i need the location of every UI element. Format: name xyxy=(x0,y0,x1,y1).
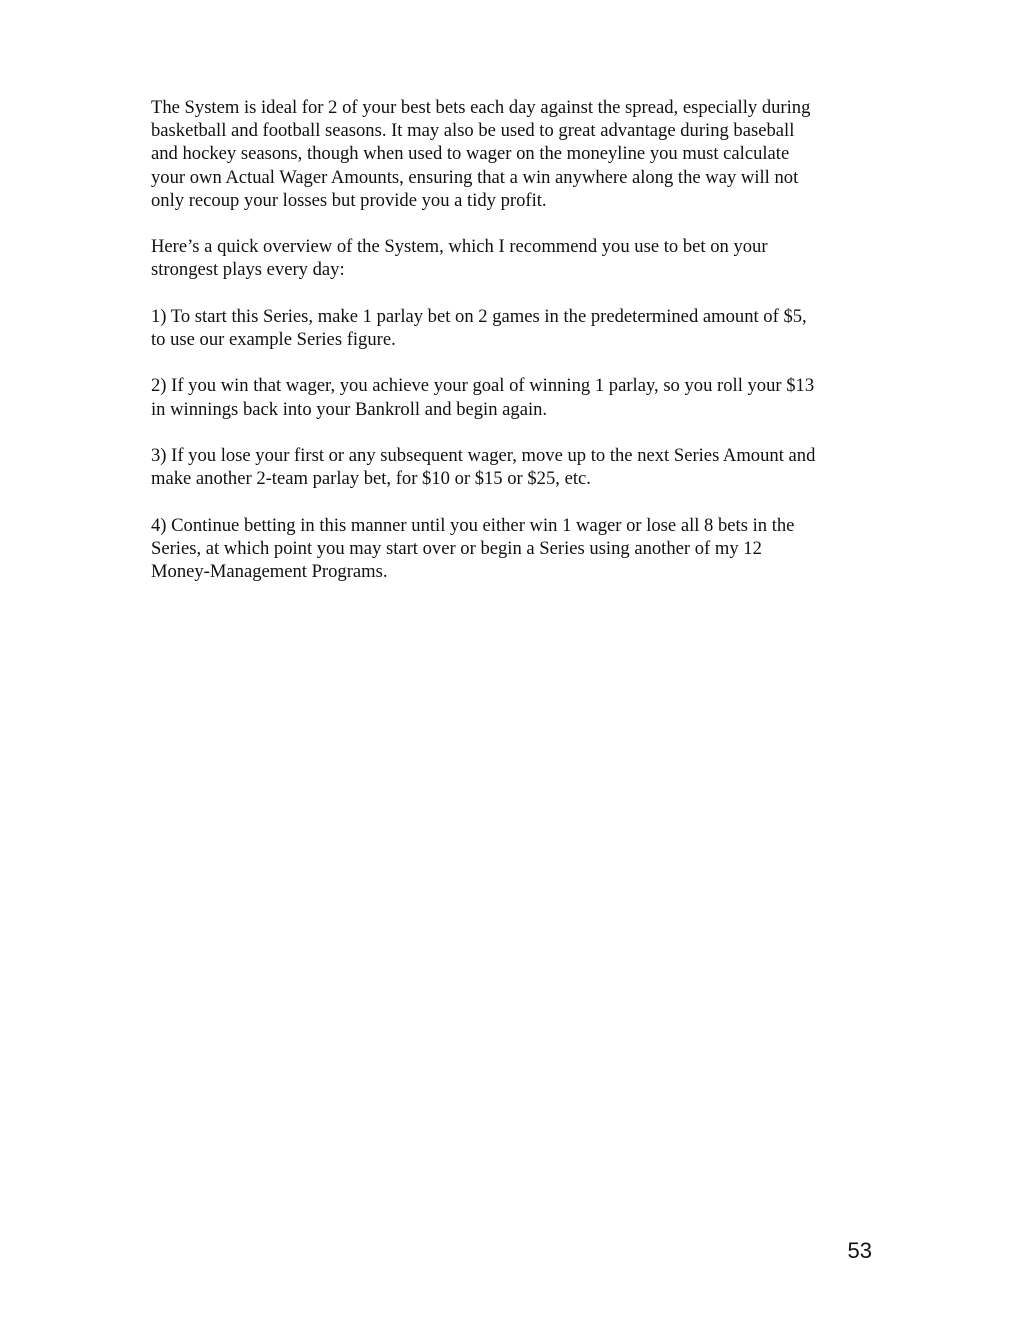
page-body xyxy=(151,96,881,606)
paragraph-intro: The System is ideal for 2 of your best bets each day against the spread, especially during basketball and football seasons. It may also be used to great advantage during baseball and hockey seasons, though when used to wager on the moneyline you must calculate your own Actual Wager Amounts, ensuring that a win anywhere along the way will not only recoup your losses but provide you a tidy profit. xyxy=(151,97,811,211)
paragraph-overview: Here’s a quick overview of the System, which I recommend you use to bet on your strongest plays every day: xyxy=(151,236,768,281)
paragraph-step-3: 3) If you lose your first or any subsequent wager, move up to the next Series Amount and make another 2-team parlay bet, for $10 or $15 or $25, etc. xyxy=(151,444,816,490)
paragraph-step-2: 2) If you win that wager, you achieve your goal of winning 1 parlay, so you roll your $13 in winnings back into your Bankroll and begin again. xyxy=(151,375,815,420)
page-number: 53 xyxy=(847,1238,872,1263)
paragraph-step-1: 1) To start this Series, make 1 parlay bet on 2 games in the predetermined amount of $5, to use our example Series figure. xyxy=(151,305,807,350)
paragraph-step-4: 4) Continue betting in this manner until you either win 1 wager or lose all 8 bets in the Series, at which point you may start over or begin a Series using another of my 12 Money-Management Programs. xyxy=(151,514,795,582)
